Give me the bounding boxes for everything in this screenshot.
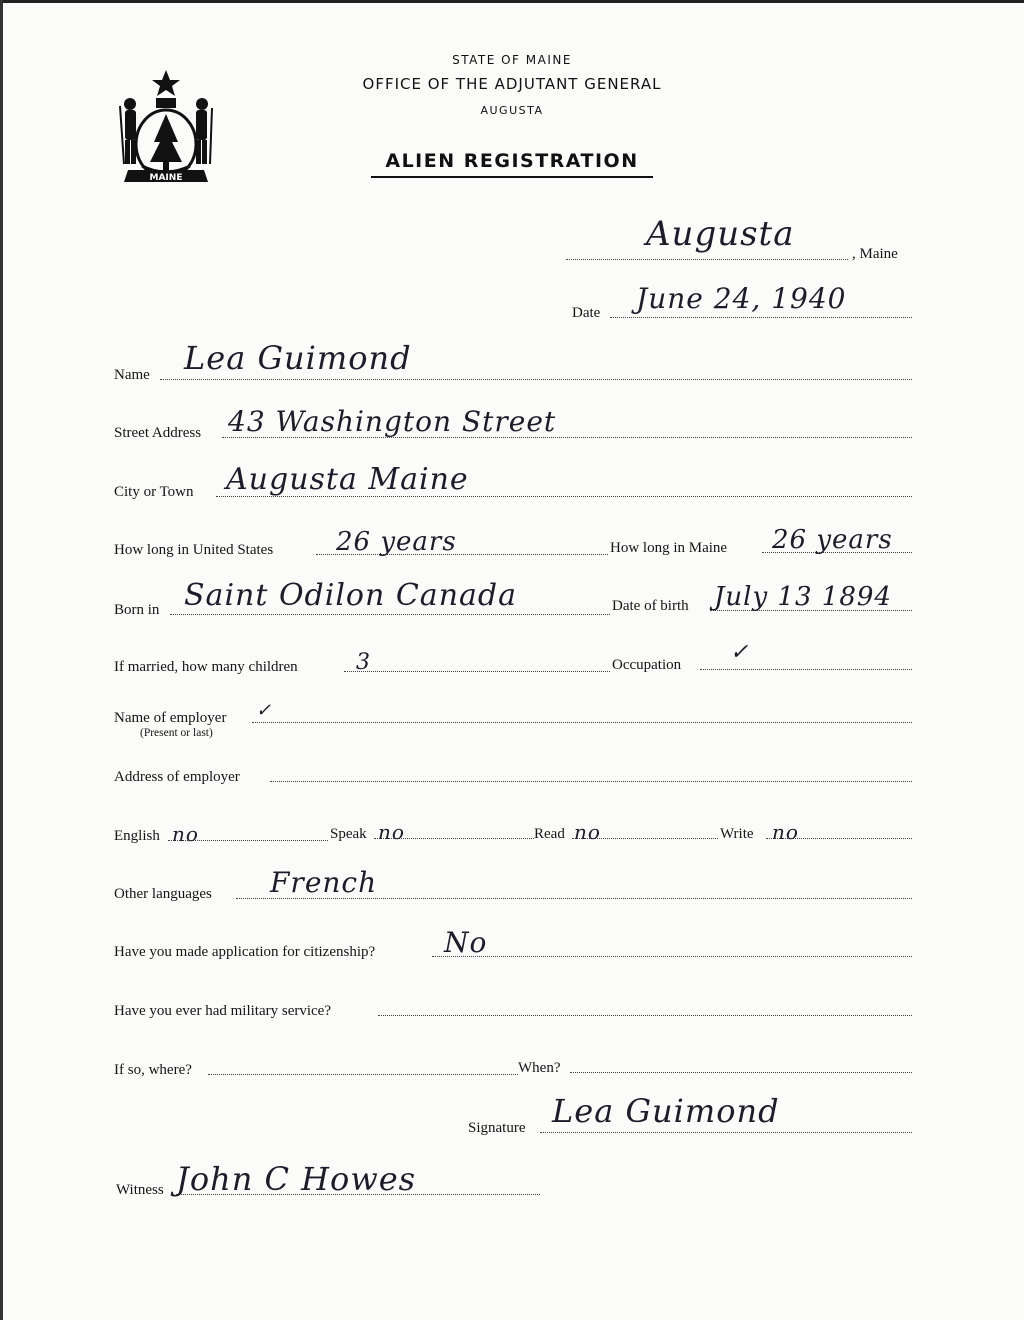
where-label: If so, where? <box>114 1062 192 1078</box>
date-dots <box>610 317 912 318</box>
citizenship-entry[interactable]: No <box>444 926 488 959</box>
city-entry[interactable]: Augusta Maine <box>226 462 469 497</box>
military-dots <box>378 1015 912 1016</box>
born-entry[interactable]: Saint Odilon Canada <box>184 578 517 613</box>
name-label: Name <box>114 367 150 383</box>
scan-edge-top <box>0 0 1024 3</box>
seal-banner-text: MAINE <box>149 173 183 183</box>
citizenship-dots <box>432 956 912 957</box>
employer-address-label: Address of employer <box>114 769 240 785</box>
employer-entry[interactable]: ✓ <box>256 700 273 721</box>
header-state: STATE OF MAINE <box>452 53 572 67</box>
born-label: Born in <box>114 602 160 618</box>
years-maine-entry[interactable]: 26 years <box>772 525 893 555</box>
other-languages-entry[interactable]: French <box>270 866 378 899</box>
form-title: ALIEN REGISTRATION <box>385 150 639 172</box>
children-label: If married, how many children <box>114 659 298 675</box>
scan-edge-left <box>0 0 3 1320</box>
town-entry[interactable]: Augusta <box>646 214 795 254</box>
employer-sub-label: (Present or last) <box>140 727 213 739</box>
english-entry[interactable]: no <box>172 822 199 846</box>
children-dots <box>344 671 610 672</box>
signature-entry[interactable]: Lea Guimond <box>552 1092 780 1130</box>
signature-dots <box>540 1132 912 1133</box>
date-label: Date <box>572 305 601 321</box>
occupation-label: Occupation <box>612 657 682 673</box>
speak-entry[interactable]: no <box>378 820 405 844</box>
english-label: English <box>114 828 160 844</box>
other-languages-label: Other languages <box>114 886 212 902</box>
military-label: Have you ever had military service? <box>114 1003 331 1019</box>
witness-entry[interactable]: John C Howes <box>176 1160 417 1198</box>
signature-label: Signature <box>468 1120 526 1136</box>
when-dots <box>570 1072 912 1073</box>
write-entry[interactable]: no <box>772 820 799 844</box>
header-city: AUGUSTA <box>480 104 544 117</box>
born-dots <box>170 614 610 615</box>
write-label: Write <box>720 826 754 842</box>
employer-label: Name of employer <box>114 710 227 726</box>
occupation-entry[interactable]: ✓ <box>730 640 750 665</box>
years-us-label: How long in United States <box>114 542 274 558</box>
name-entry[interactable]: Lea Guimond <box>184 339 412 377</box>
speak-label: Speak <box>330 826 367 842</box>
years-us-entry[interactable]: 26 years <box>336 527 457 557</box>
street-label: Street Address <box>114 425 202 441</box>
dob-entry[interactable]: July 13 1894 <box>714 582 892 612</box>
employer-dots <box>252 722 912 723</box>
years-maine-label: How long in Maine <box>610 540 728 556</box>
where-dots <box>208 1074 518 1075</box>
dob-label: Date of birth <box>612 598 689 614</box>
date-entry[interactable]: June 24, 1940 <box>636 282 847 315</box>
town-dots <box>566 259 848 260</box>
city-label: City or Town <box>114 484 194 500</box>
title-underline <box>371 176 653 178</box>
header-office: OFFICE OF THE ADJUTANT GENERAL <box>362 75 662 93</box>
maine-label: , Maine <box>852 246 898 262</box>
street-entry[interactable]: 43 Washington Street <box>228 405 557 438</box>
name-dots <box>160 379 912 380</box>
witness-label: Witness <box>116 1182 164 1198</box>
citizenship-label: Have you made application for citizenship? <box>114 944 376 960</box>
children-entry[interactable]: 3 <box>356 650 371 675</box>
read-entry[interactable]: no <box>574 820 601 844</box>
read-label: Read <box>534 826 565 842</box>
occupation-dots <box>700 669 912 670</box>
when-label: When? <box>518 1060 561 1076</box>
employer-address-dots <box>270 781 912 782</box>
